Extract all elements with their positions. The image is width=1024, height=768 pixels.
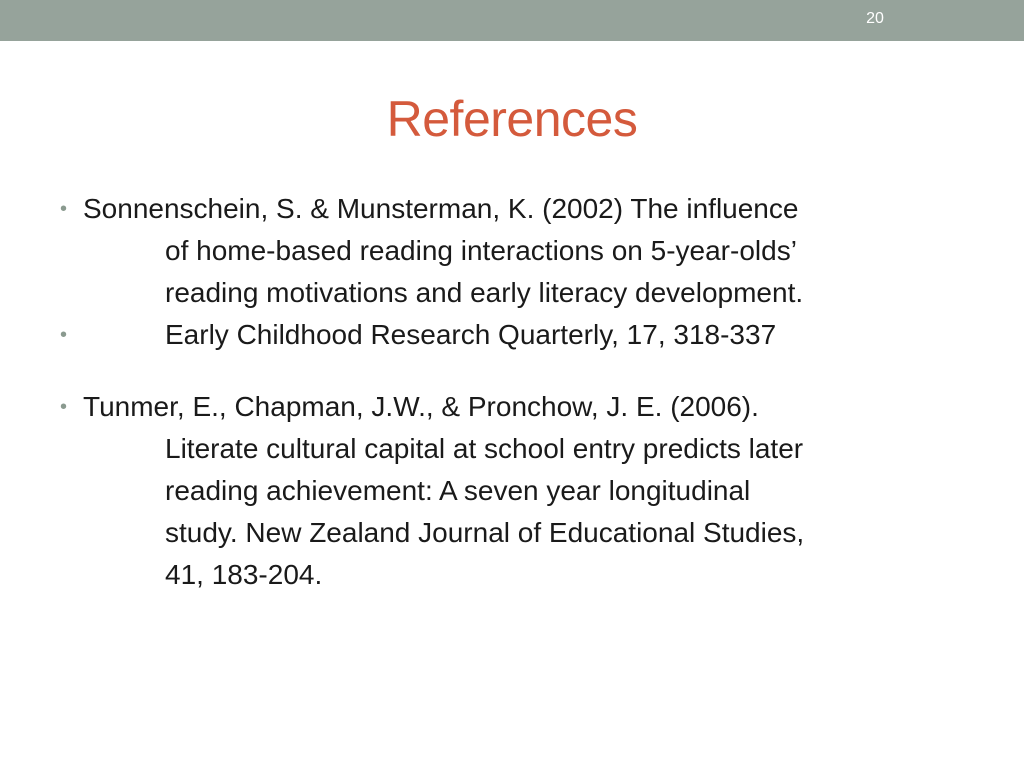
- bullet-icon: •: [60, 396, 68, 418]
- reference-line: reading achievement: A seven year longitudinal: [165, 475, 751, 506]
- reference-item: [60, 188, 970, 314]
- slide-title: References: [386, 91, 638, 147]
- slide-number: 20: [866, 10, 884, 27]
- reference-line: reading motivations and early literacy development.: [165, 277, 804, 308]
- bullet-icon: •: [60, 198, 68, 220]
- reference-line: Literate cultural capital at school entry predicts later: [165, 433, 804, 464]
- reference-item: [60, 314, 970, 356]
- reference-item: [60, 386, 970, 596]
- bullet-icon: •: [60, 324, 68, 346]
- reference-line: Tunmer, E., Chapman, J.W., & Pronchow, J. E. (2006).: [83, 391, 759, 422]
- top-bar: [0, 0, 1024, 41]
- reference-line: of home-based reading interactions on 5-year-olds’: [165, 235, 797, 266]
- reference-line: Early Childhood Research Quarterly, 17, 318-337: [165, 319, 777, 350]
- reference-line: Sonnenschein, S. & Munsterman, K. (2002) The influence: [83, 193, 799, 224]
- reference-line: study. New Zealand Journal of Educational Studies,: [165, 517, 805, 548]
- reference-line: 41, 183-204.: [165, 559, 323, 590]
- spacer: [60, 356, 970, 386]
- references-list: [60, 188, 970, 596]
